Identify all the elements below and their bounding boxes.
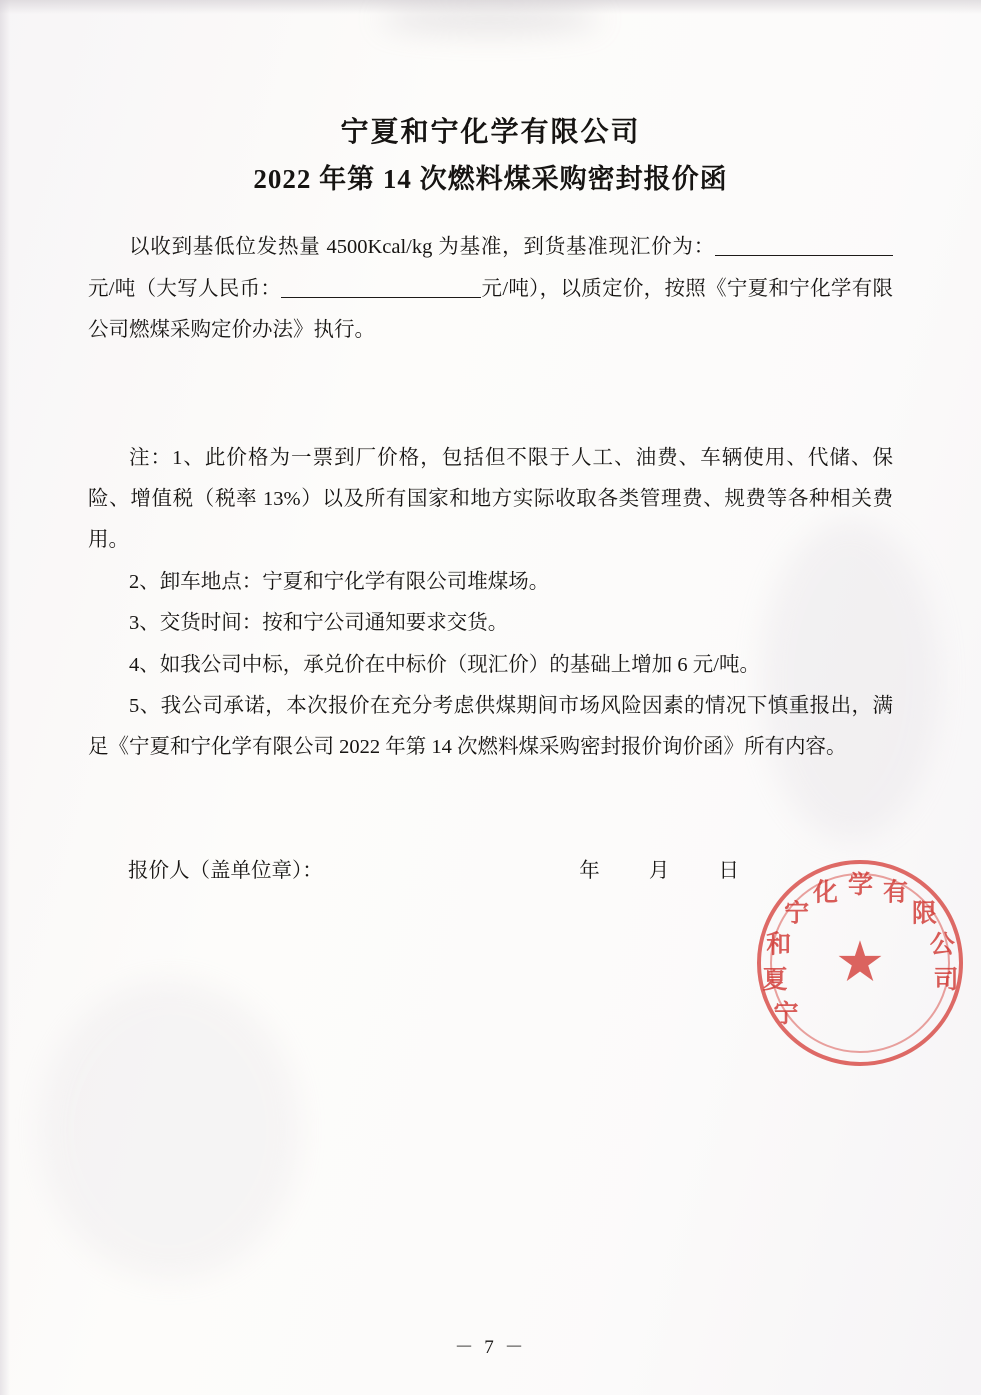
document-title xyxy=(88,112,893,205)
intro-text xyxy=(88,227,893,351)
seal-char: 化 xyxy=(813,879,839,907)
document-subtitle: 2022 年第 14 次燃料煤采购密封报价函 xyxy=(253,164,728,194)
seal-char: 夏 xyxy=(762,966,788,994)
seal-char: 有 xyxy=(882,879,908,907)
note-item: 3、交货时间：按和宁公司通知要求交货。 xyxy=(129,612,509,635)
seal-char: 公 xyxy=(929,931,955,959)
seal-char: 司 xyxy=(933,966,959,994)
intro-paragraph xyxy=(88,227,893,351)
note-item: 5、我公司承诺，本次报价在充分考虑供煤期间市场风险因素的情况下慎重报出，满足《宁夏和宁化学有限公司 2022 年第 14 次燃料煤采购密封报价询价函》所有内容。 xyxy=(88,694,893,759)
price-words-blank-field[interactable] xyxy=(281,297,481,298)
price-blank-field[interactable] xyxy=(715,255,893,256)
company-name: 宁夏和宁化学有限公司 xyxy=(340,117,641,148)
note-item: 4、如我公司中标，承兑价在中标价（现汇价）的基础上增加 6 元/吨。 xyxy=(129,653,760,676)
signature-row xyxy=(88,853,893,883)
note-item: 注：1、此价格为一票到厂价格，包括但不限于人工、油费、车辆使用、代储、保险、增值税（税率 13%）以及所有国家和地方实际收取各类管理费、规费等各种相关费用。 xyxy=(88,446,893,552)
note-item: 2、卸车地点：宁夏和宁化学有限公司堆煤场。 xyxy=(129,570,550,593)
intro-segment-2: 元/吨（大写人民币： xyxy=(88,277,282,300)
page-number: － 7 － xyxy=(454,1337,527,1358)
date-label: 年 月 日 xyxy=(579,859,761,882)
seal-char: 和 xyxy=(766,931,792,959)
intro-segment-3: 元/吨），以质定价，按照《宁夏和宁化学有限公司燃煤采购定价办法》执行。 xyxy=(88,277,893,342)
seal-char: 宁 xyxy=(784,900,810,928)
notes-list xyxy=(88,438,893,769)
intro-segment-1: 以收到基低位发热量 4500Kcal/kg 为基准，到货基准现汇价为： xyxy=(129,236,715,259)
signature-label: 报价人（盖单位章）： xyxy=(128,859,323,882)
seal-char: 学 xyxy=(848,872,874,899)
seal-char: 宁 xyxy=(773,1001,799,1028)
seal-char: 限 xyxy=(911,900,937,928)
seal-star-icon: ★ xyxy=(837,937,883,988)
